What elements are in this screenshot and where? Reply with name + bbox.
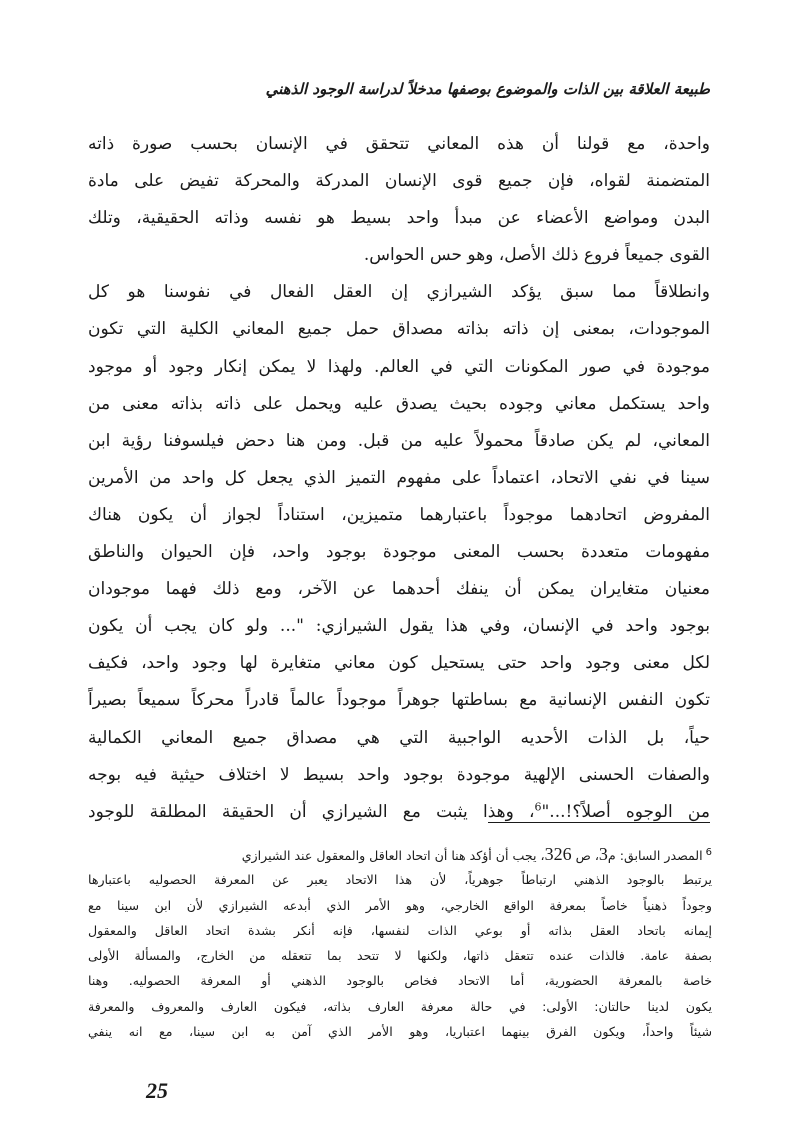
- footnote-line: يرتبط بالوجود الذهني ارتباطاً جوهرياً، لأن هذا الاتحاد يعبر عن المعرفة الحصوليه باعتبارها: [88, 872, 712, 888]
- body-line: موجودة في صور المكونات التي في العالم. ولهذا لا يمكن إنكار وجود أو موجود: [88, 356, 710, 377]
- body-line: البدن ومواضع الأعضاء عن مبدأ واحد بسيط هو نفسه وذاته الحقيقية، وتلك: [88, 208, 710, 229]
- body-line: بوجود واحد في الإنسان، وفي هذا يقول الشيرازي: "... ولو كان يجب أن يكون: [88, 616, 710, 637]
- footnote-line: شيئاً واحداً، ويكون الفرق بينهما اعتباريا، وهو الأمر الذي آمن به ابن سينا، مع انه ينفي: [88, 1024, 712, 1040]
- footnote-page-ref: 326: [544, 844, 572, 864]
- footnote-text: ، يجب أن أؤكد هنا أن اتحاد العاقل والمعقول عند الشيرازي: [241, 848, 545, 863]
- body-line: مفهومات متعددة بحسب المعنى موجودة بوجود واحد، فإن الحيوان والناطق: [88, 542, 710, 563]
- footnote-source: المصدر السابق: م: [607, 848, 703, 863]
- body-line: حياً، بل الذات الأحديه الواجبية التي هي مصداق جميع المعاني الكمالية: [88, 727, 710, 748]
- footnote-text: ، ص: [571, 848, 599, 863]
- footnote-line: يكون لدينا حالتان: الأولى: في حالة معرفة العارف بذاته، فيكون العارف والمعروف والمعرفة: [88, 998, 712, 1014]
- footnote-line: وجوداً ذهنياً خاصاً بمعرفة الواقع الخارجي، وهو الأمر الذي أبدعه الشيرازي لأن ابن سينا مع: [88, 897, 712, 913]
- footnote-separator: [488, 822, 710, 823]
- main-body-text: [88, 126, 710, 831]
- body-line: واحدة، مع قولنا أن هذه المعاني تتحقق في الإنسان بحسب صورة ذاته: [88, 134, 710, 154]
- footnote-reference[interactable]: 6: [534, 800, 542, 814]
- body-line: والصفات الحسنى الإلهية موجودة بوجود واحد بسيط لا اختلاف حيثية فيه بوجه: [88, 764, 710, 785]
- footnote-line: [88, 842, 712, 867]
- body-line: الموجودات، بمعنى إن ذاته بذاته مصداق حمل جميع المعاني الكلية التي تكون: [88, 319, 710, 340]
- body-line: وانطلاقاً مما سبق يؤكد الشيرازي إن العقل الفعال في نفوسنا هو كل: [88, 282, 710, 303]
- body-text-segment: ، وهذا يثبت مع الشيرازي أن الحقيقة المطلقة للوجود: [88, 801, 535, 822]
- body-line-with-footnote-ref: [88, 794, 710, 831]
- body-line: المتضمنة لقواه، فإن جميع قوى الإنسان المدركة والمحركة تفيض على مادة: [88, 171, 710, 192]
- body-text-segment: من الوجوه أصلاً؟!...": [541, 801, 710, 822]
- body-line: المعاني، لم يكن صادقاً محمولاً عليه من قبل. ومن هنا دحض فيلسوفنا رؤية ابن: [88, 430, 710, 451]
- running-header: طبيعة العلاقة بين الذات والموضوع بوصفها مدخلاً لدراسة الوجود الذهني: [265, 80, 710, 98]
- footnote-volume: 3: [598, 844, 608, 864]
- footnote: [88, 842, 712, 1044]
- body-line: تكون النفس الإنسانية مع بساطتها جوهراً موجوداً عالماً قادراً محركاً سميعاً بصيراً: [88, 690, 710, 711]
- body-line: القوى جميعاً فروع ذلك الأصل، وهو حس الحواس.: [363, 245, 710, 266]
- body-line: سينا في نفي الاتحاد، اعتماداً على مفهوم التميز الذي يجعل كل واحد من الأمرين: [88, 467, 710, 488]
- body-line: واحد يستكمل معاني وجوده بحيث يصدق عليه ويحمل على ذاته بذاته معنى من: [88, 393, 710, 414]
- page-number: 25: [146, 1078, 168, 1103]
- footnote-line: إيمانه باتحاد العقل بذاته أو بوعي الذات لنفسها، فإنه أنكر بشدة اتحاد العاقل والمعقول: [88, 922, 712, 938]
- footnote-line: خاصة بالمعرفة الحضورية، أما الاتحاد فخاص بالوجود الذهني أو المعرفة الحصوليه. وهنا: [88, 973, 712, 989]
- footnote-line: بصفة عامة. فالذات عنده تتعقل ذاتها، ولكنها لا تتحد بما تتعقله من الخارج، والمسألة الأولى: [88, 948, 712, 964]
- body-line: لكل معنى وجود واحد حتى يستحيل كون معاني متغايرة لها وجود واحد، فكيف: [88, 653, 710, 674]
- footnote-number: 6: [705, 846, 712, 858]
- body-line: معنيان متغايران يمكن أن ينفك أحدهما عن الآخر، ومع ذلك فهما موجودان: [88, 579, 710, 600]
- body-line: المفروض اتحادهما موجوداً باعتبارهما متميزين، استناداً لجواز أن يكون هناك: [88, 504, 710, 525]
